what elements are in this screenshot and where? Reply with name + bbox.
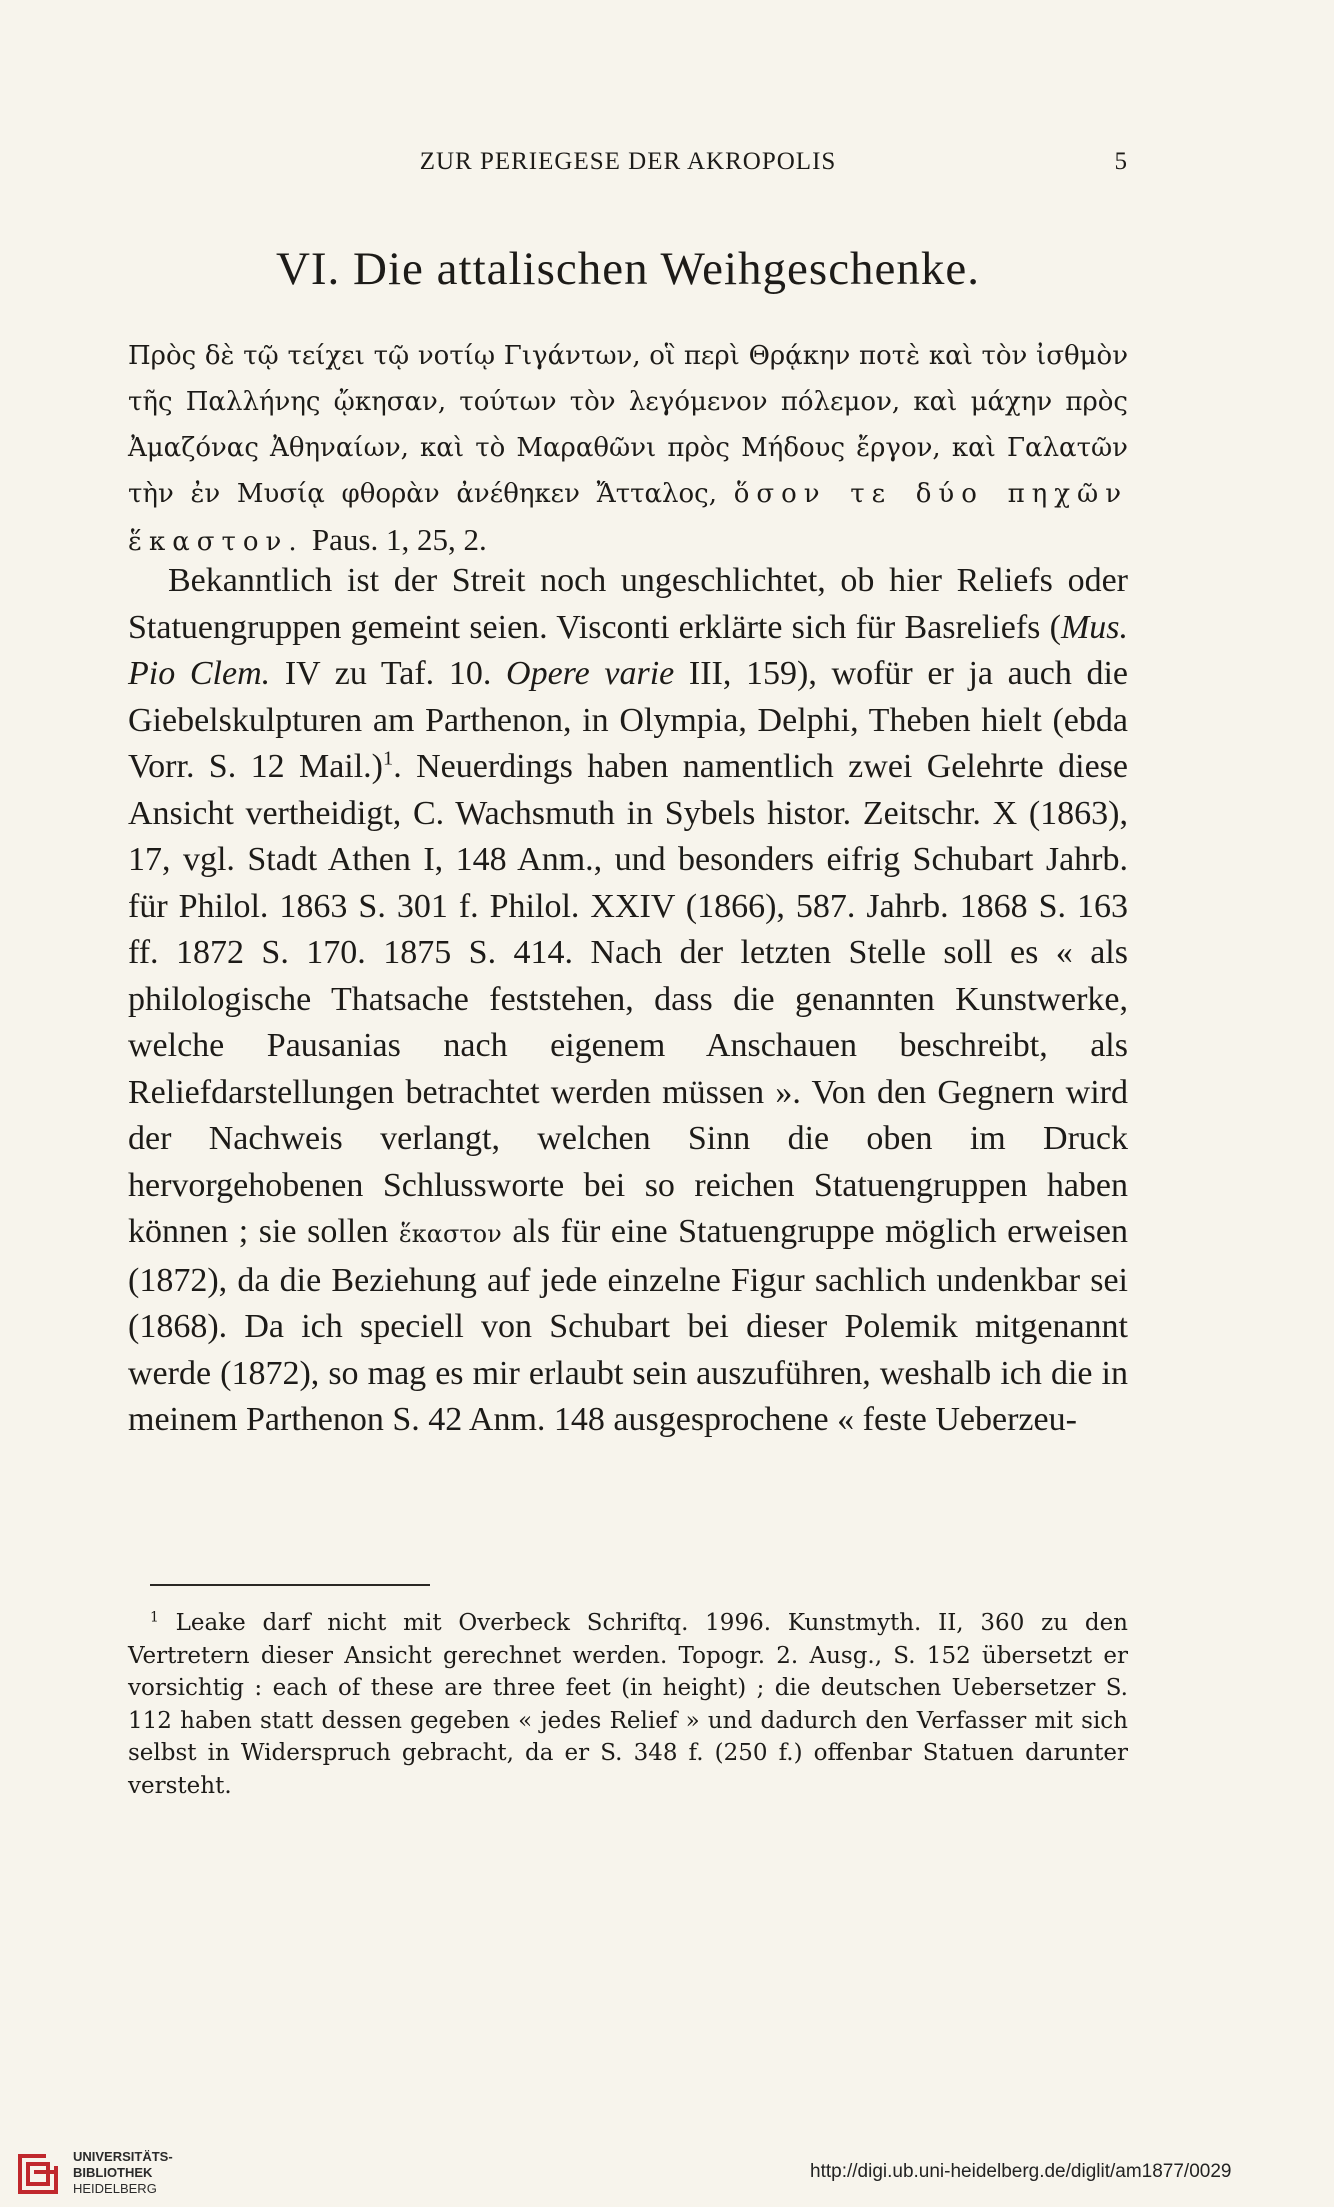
italic-opere-varie: Opere varie — [506, 655, 675, 692]
library-logo-icon[interactable] — [14, 2150, 62, 2198]
body-paragraph — [128, 558, 1128, 1444]
source-url-link[interactable]: http://digi.ub.uni-heidelberg.de/diglit/am1877/0029 — [810, 2161, 1232, 2182]
library-line-2: BIBLIOTHEK — [73, 2165, 153, 2180]
chapter-title: VI. Die attalischen Weihgeschenke. — [275, 243, 981, 295]
running-head — [128, 148, 1128, 188]
body-text-4: . Neuerdings haben namentlich zwei Gelehrte diese Ansicht vertheidigt, C. Wachsmuth in Sybels histor. Zeitschr. X (1863), 17, vgl. Stadt Athen I, 148 Anm., und besonders eifrig Schubart Jahrb. für Philol. 1863 S. 301 f. Philol. XXIV (1866), 587. Jahrb. 1868 S. 163 ff. 1872 S. 170. 1875 S. 414. Nach der letzten Stelle soll es « als philologische Thatsache feststehen, dass die genannten Kunstwerke, welche Pausanias nach eigenem Anschauen beschreibt, als Reliefdarstellungen betrachtet werden müssen ». Von den Gegnern wird der Nachweis verlangt, welchen Sinn die oben im Druck hervorgehobenen Schlussworte bei so reichen Statuengruppen haben können ; sie sollen — [128, 748, 1129, 1250]
library-line-1: UNIVERSITÄTS- — [73, 2149, 173, 2164]
greek-quote-citation: Paus. 1, 25, 2. — [311, 522, 487, 557]
body-text-5: als für eine Statuengruppe möglich erweisen (1872), da die Beziehung auf jede einzelne Figur sachlich undenkbar sei (1868). Da ich speciell von Schubart bei dieser Polemik mitgenannt werde (1872), so mag es mir erlaubt sein auszuführen, weshalb ich die in meinem Parthenon S. 42 Anm. 148 ausgesprochene « feste Ueberzeu- — [128, 1213, 1128, 1438]
footnote-text: Leake darf nicht mit Overbeck Schriftq. 1996. Kunstmyth. II, 360 zu den Vertretern dieser Ansicht gerechnet werden. Topogr. 2. Ausg., S. 152 übersetzt er vorsichtig : each of these are three feet (in height) ; die deutschen Uebersetzer S. 112 haben statt dessen gegeben « jedes Relief » und dadurch den Verfasser mit sich selbst in Widerspruch gebracht, da er S. 348 f. (250 f.) offenbar Statuen darunter versteht. — [128, 1610, 1128, 1799]
greek-quotation — [128, 333, 1128, 565]
body-text-2: IV zu Taf. 10. — [270, 655, 507, 692]
footnote-marker: 1 — [150, 1609, 159, 1626]
body-text-1: Bekanntlich ist der Streit noch ungeschlichtet, ob hier Reliefs oder Statuengruppen gemeint seien. Visconti erklärte sich für Basreliefs ( — [128, 562, 1128, 646]
italic-mus-pio-clem: Mus. Pio Clem. — [128, 608, 1128, 692]
library-line-3: HEIDELBERG — [73, 2181, 157, 2196]
footnote — [128, 1607, 1128, 1802]
footnote-reference[interactable]: 1 — [383, 747, 394, 770]
running-head-title: ZUR PERIEGESE DER AKROPOLIS — [419, 148, 837, 175]
greek-quote-text: Πρὸς δὲ τῷ τείχει τῷ νοτίῳ Γιγάντων, οἳ περὶ Θρᾴκην ποτὲ καὶ τὸν ἰσθμὸν τῆς Παλλήνης ᾤκησαν, τούτων τὸν λεγόμενον πόλεμον, καὶ μάχην πρὸς Ἀμαζόνας Ἀθηναίων, καὶ τὸ Μαραθῶνι πρὸς Μήδους ἔργον, καὶ Γαλατῶν τὴν ἐν Μυσίᾳ φθορὰν ἀνέθηκεν Ἄτταλος, — [128, 341, 1128, 509]
library-name — [73, 2149, 173, 2197]
greek-quote-spaced: ὅσον τε δύο πηχῶν ἕκαστον. — [128, 479, 1128, 557]
page-number: 5 — [1114, 148, 1128, 175]
greek-inline-word: ἕκαστον — [398, 1220, 502, 1248]
body-text-3: III, 159), wofür er ja auch die Giebelskulpturen am Parthenon, in Olympia, Delphi, Theben hielt (ebda Vorr. S. 12 Mail.) — [128, 655, 1129, 785]
footnote-divider — [150, 1584, 430, 1586]
